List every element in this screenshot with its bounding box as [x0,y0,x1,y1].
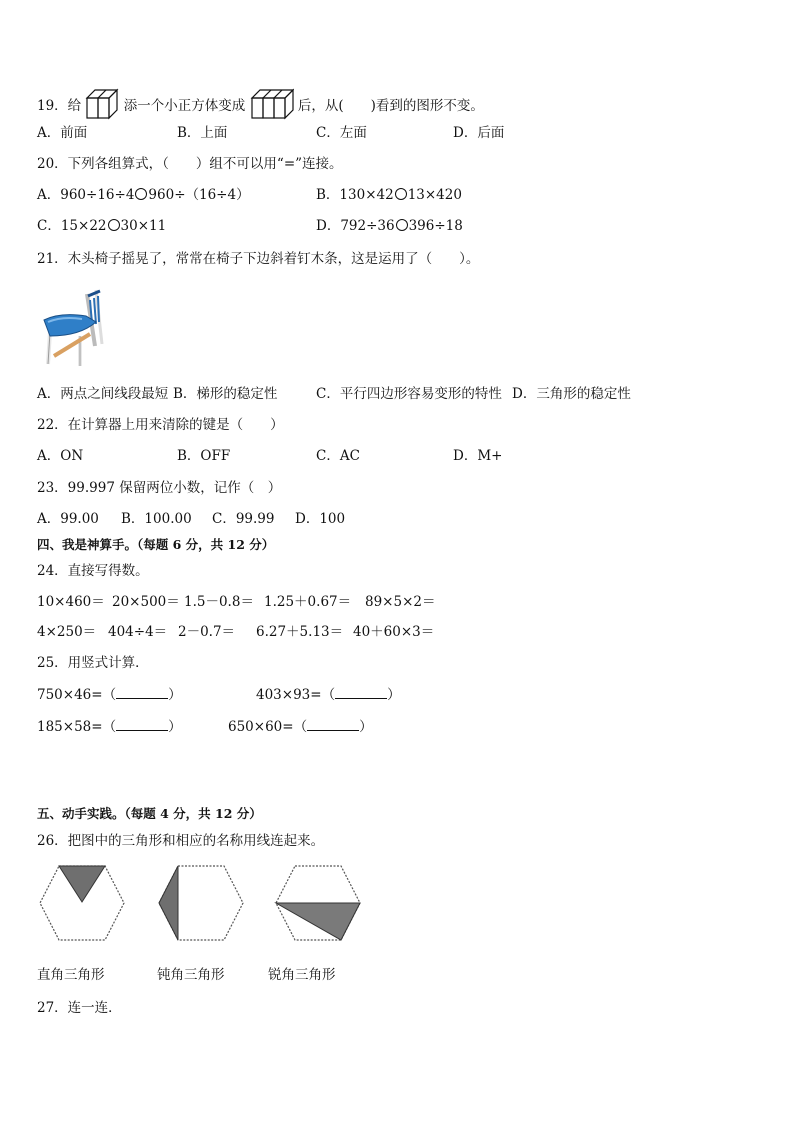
triangle-name-obtuse: 钝角三角形 [157,967,225,983]
q21-option-d: D．三角形的稳定性 [512,386,631,402]
q21-option-a: A．两点之间线段最短 [37,386,169,402]
q24-item: 89×5×2＝ [365,594,436,610]
q20-option-d: D．792÷36 396÷18 [316,218,463,234]
answer-blank[interactable] [116,719,168,731]
triangle-name-right: 直角三角形 [37,967,105,983]
q24-item: 6.27＋5.13＝ [256,624,344,640]
chair-image [40,284,106,368]
q19-option-c: C．左面 [316,125,367,141]
q23-stem: 23．99.997 保留两位小数，记作（ ） [37,480,282,496]
compare-circle-icon [396,219,408,231]
q19-suffix: 后，从( )看到的图形不变。 [297,98,484,114]
q24-item: 4×250＝ [37,624,97,640]
section-4-heading: 四、我是神算手。（每题 6 分，共 12 分） [37,537,275,552]
compare-circle-icon [395,188,407,200]
answer-blank[interactable] [307,719,359,731]
q21-option-c: C．平行四边形容易变形的特性 [316,386,502,402]
q22-option-d: D．M+ [453,448,503,464]
q27-stem: 27．连一连． [37,1000,122,1016]
q19-line [37,88,484,120]
q19-middle: 添一个小正方体变成 [123,98,246,114]
q25-item: 403×93=（ ） [256,687,401,703]
two-cube-figure [85,88,119,120]
q19-option-d: D．后面 [453,125,505,141]
q19-option-a: A．前面 [37,125,88,141]
q25-item: 750×46=（ ） [37,687,182,703]
hexagon-figure-2 [157,864,245,942]
q23-option-b: B．100.00 [121,511,192,527]
q24-item: 20×500＝ [112,594,180,610]
q23-option-c: C．99.99 [212,511,275,527]
q24-item: 40＋60×3＝ [353,624,435,640]
q22-option-a: A．ON [37,448,84,464]
q24-item: 404÷4＝ [108,624,168,640]
compare-circle-icon [135,188,147,200]
q25-item: 650×60=（ ） [228,719,373,735]
q22-stem: 22．在计算器上用来清除的键是（ ） [37,417,284,433]
q24-item: 2－0.7＝ [178,624,236,640]
q22-option-b: B．OFF [177,448,231,464]
hexagon-figure-3 [274,864,362,942]
hexagon-figure-1 [38,864,126,942]
q25-stem: 25．用竖式计算． [37,655,149,671]
q20-option-a: A．960÷16÷4 960÷（16÷4） [37,187,250,203]
q20-option-c: C．15×22 30×11 [37,218,167,234]
q20-option-b: B．130×42 13×420 [316,187,462,203]
q26-stem: 26．把图中的三角形和相应的名称用线连起来。 [37,833,325,849]
q21-stem: 21．木头椅子摇晃了，常常在椅子下边斜着钉木条，这是运用了（ ）。 [37,251,480,267]
q24-item: 1.5－0.8＝ [184,594,254,610]
q19-prefix: 19．给 [37,98,82,114]
q23-option-a: A．99.00 [37,511,99,527]
three-cube-figure [250,88,294,120]
q20-stem: 20．下列各组算式，（ ）组不可以用“=”连接。 [37,156,343,172]
q24-stem: 24．直接写得数。 [37,563,149,579]
q23-option-d: D．100 [295,511,346,527]
q24-item: 1.25＋0.67＝ [264,594,352,610]
q24-item: 10×460＝ [37,594,105,610]
q25-item: 185×58=（ ） [37,719,182,735]
answer-blank[interactable] [335,687,387,699]
q21-option-b: B．梯形的稳定性 [173,386,278,402]
section-5-heading: 五、动手实践。（每题 4 分，共 12 分） [37,806,262,821]
q19-option-b: B．上面 [177,125,228,141]
compare-circle-icon [108,219,120,231]
triangle-name-acute: 锐角三角形 [268,967,336,983]
answer-blank[interactable] [116,687,168,699]
q22-option-c: C．AC [316,448,360,464]
